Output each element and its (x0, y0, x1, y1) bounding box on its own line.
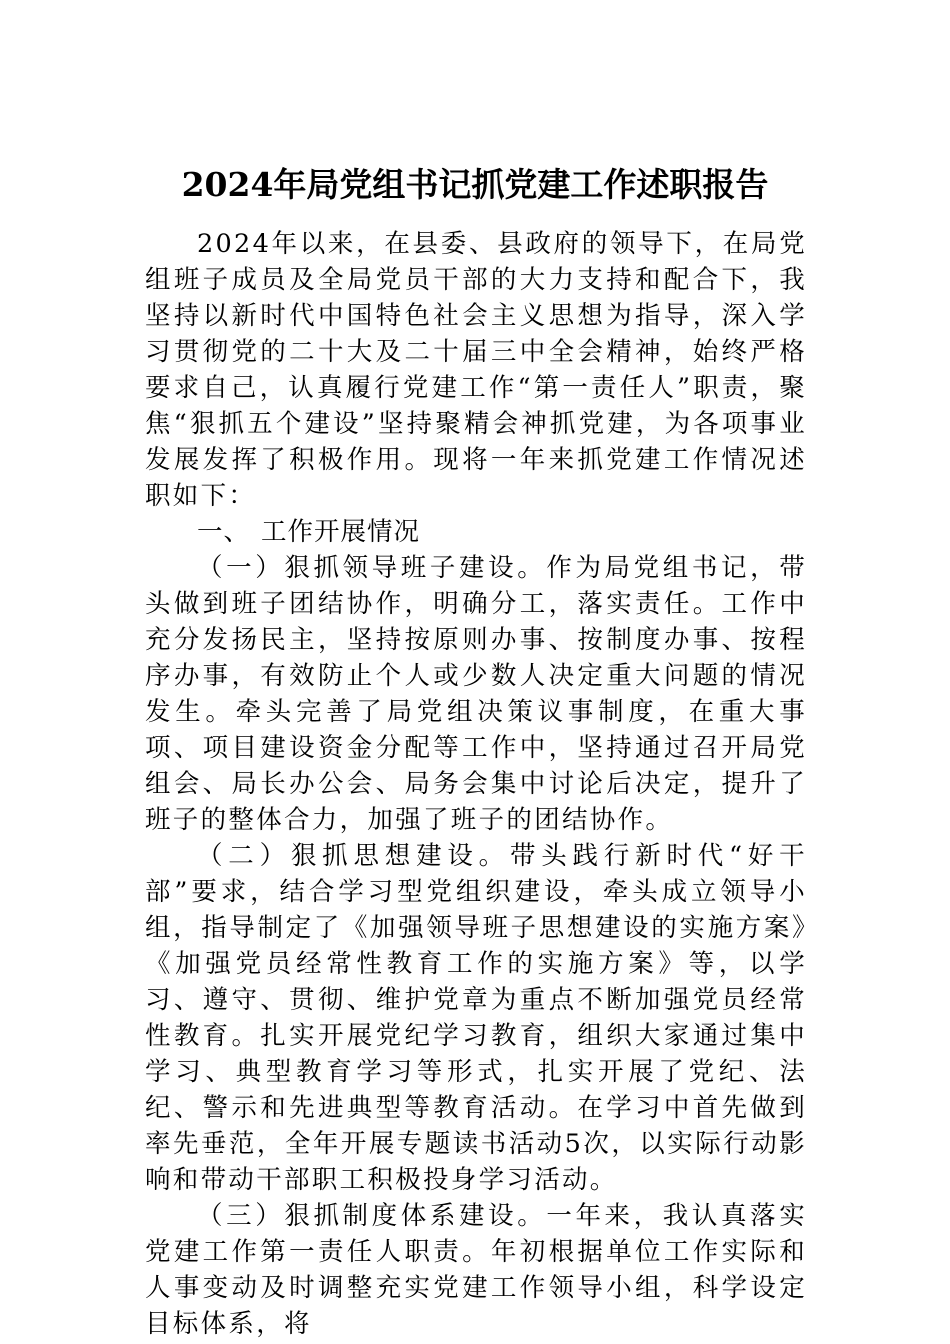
section-number: 一、 (197, 517, 251, 547)
section-heading-text: 工作开展情况 (261, 517, 421, 547)
item-lead-3: （三）狠抓制度体系建设。 (197, 1201, 547, 1231)
document-body (145, 226, 807, 1342)
intro-paragraph: 2024年以来，在县委、县政府的领导下，在局党组班子成员及全局党员干部的大力支持和配合下，我坚持以新时代中国特色社会主义思想为指导，深入学习贯彻党的二十大及二十届三中全会精神，始终严格要求自己，认真履行党建工作“第一责任人”职责，聚焦“狠抓五个建设”坚持聚精会神抓党建，为各项事业发展发挥了积极作用。现将一年来抓党建工作情况述职如下： (145, 229, 807, 511)
item-paragraph-2 (145, 838, 807, 1198)
item-text-1: 作为局党组书记，带头做到班子团结协作，明确分工，落实责任。工作中充分发扬民主，坚持按原则办事、按制度办事、按程序办事，有效防止个人或少数人决定重大问题的情况发生。牵头完善了局党组决策议事制度，在重大事项、项目建设资金分配等工作中，坚持通过召开局党组会、局长办公会、局务会集中讨论后决定，提升了班子的整体合力，加强了班子的团结协作。 (145, 553, 808, 835)
document-title: 2024年局党组书记抓党建工作述职报告 (181, 165, 769, 204)
item-lead-1: （一）狠抓领导班子建设。 (197, 553, 547, 583)
item-paragraph-3 (145, 1198, 807, 1342)
item-text-3: 一年来，我认真落实党建工作第一责任人职责。年初根据单位工作实际和人事变动及时调整充实党建工作领导小组，科学设定目标体系，将 (145, 1201, 808, 1339)
item-paragraph-1 (145, 550, 807, 838)
item-text-2: 带头践行新时代“好干部”要求，结合学习型党组织建设，牵头成立领导小组，指导制定了《加强领导班子思想建设的实施方案》《加强党员经常性教育工作的实施方案》等，以学习、遵守、贯彻、维护党章为重点不断加强党员经常性教育。扎实开展党纪学习教育，组织大家通过集中学习、典型教育学习等形式，扎实开展了党纪、法纪、警示和先进典型等教育活动。在学习中首先做到率先垂范，全年开展专题读书活动5次，以实际行动影响和带动干部职工积极投身学习活动。 (145, 841, 807, 1195)
item-lead-2: （二）狠抓思想建设。 (197, 841, 510, 871)
section-heading (145, 514, 807, 550)
